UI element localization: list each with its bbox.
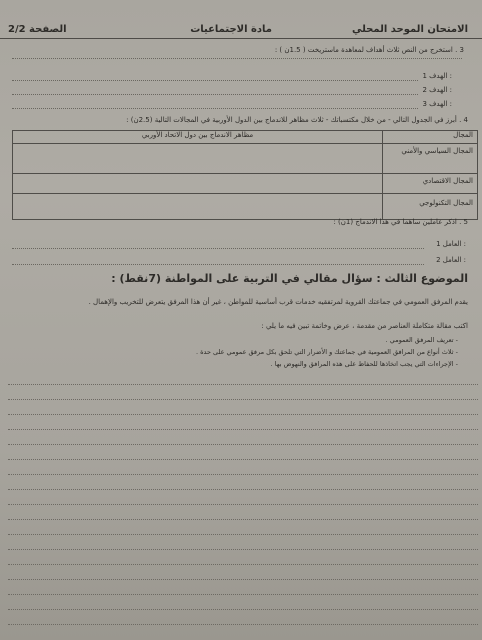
q3-prompt: 3 . استخرج من النص ثلاث أهداف لمعاهدة ماستريخت ( 1.5ن ) : (274, 46, 464, 54)
topic3-intro: يقدم المرفق العمومي في جماعتك القروية لمرتفقيه خدمات قرب أساسية للمواطن ، غير أن هذا المرفق يتعرض للتخريب والإهمال . (88, 298, 468, 306)
q5-factor-2: العامل 2 : (436, 256, 466, 264)
writing-line (8, 489, 478, 490)
table-row-label: المجال الاقتصادي (383, 174, 478, 194)
writing-line (8, 564, 478, 565)
writing-line (8, 549, 478, 550)
topic3-instruction: اكتب مقالة متكاملة العناصر من مقدمة ، عرض وخاتمة تبين فيه ما يلي : (261, 322, 468, 330)
topic3-bullet-2: - ثلاث أنواع من المرافق العمومية في جماعتك و الأضرار التي تلحق بكل مرفق عمومي على حدة . (196, 348, 458, 356)
table-header-row (13, 131, 478, 144)
topic3-bullet-1: - تعريف المرفق العمومي . (385, 336, 458, 344)
writing-line (8, 609, 478, 610)
writing-line (8, 459, 478, 460)
integration-table (12, 130, 478, 220)
writing-line (8, 444, 478, 445)
writing-line (8, 504, 478, 505)
writing-line (8, 474, 478, 475)
exam-header (0, 14, 482, 39)
writing-line (8, 429, 478, 430)
writing-line (8, 399, 478, 400)
subject-label: مادة الاجتماعيات (190, 24, 272, 35)
table-row-label: المجال السياسي والأمني (383, 144, 478, 174)
table-row-label: المجال التكنولوجي (383, 194, 478, 220)
writing-line (8, 594, 478, 595)
table-cell (13, 174, 383, 194)
table-header-cell: مظاهر الاندماج بين دول الاتحاد الأوربي (13, 131, 383, 144)
topic3-bullet-3: - الإجراءات التي يجب اتخاذها للحفاظ على هذه المرافق والنهوض بها . (270, 360, 458, 368)
q3-goal-2: الهدف 2 : (422, 86, 452, 94)
table-row (13, 194, 478, 220)
q3-goal-3: الهدف 3 : (422, 100, 452, 108)
table-cell (13, 144, 383, 174)
q5-prompt: 5 . اذكر عاملين ساهما في هذا الاندماج (1ن) : (333, 218, 468, 226)
answer-line (12, 94, 418, 95)
answer-line (12, 248, 424, 249)
writing-line (8, 579, 478, 580)
exam-title: الامتحان الموحد المحلي (351, 24, 468, 35)
table-cell (13, 194, 383, 220)
writing-line (8, 414, 478, 415)
writing-line (8, 384, 478, 385)
answer-line (12, 108, 418, 109)
writing-line (8, 519, 478, 520)
q4-prompt: 4 . أبرز في الجدول التالي - من خلال مكتسباتك - ثلاث مظاهر للاندماج بين الدول الأوربية في المجالات التالية (2.5ن) : (126, 116, 468, 124)
q3-goal-1: الهدف 1 : (422, 72, 452, 80)
q5-factor-1: العامل 1 : (436, 240, 466, 248)
table-row (13, 174, 478, 194)
answer-line (12, 264, 424, 265)
table-row (13, 144, 478, 174)
table-header-cell: المجال (383, 131, 478, 144)
topic3-title: الموضوع الثالث : سؤال مقالي في التربية على المواطنة (7نقط) : (111, 272, 468, 285)
answer-line (12, 80, 418, 81)
answer-line (12, 58, 462, 59)
page-number: الصفحة 2/2 (8, 24, 67, 35)
writing-line (8, 534, 478, 535)
writing-line (8, 624, 478, 625)
